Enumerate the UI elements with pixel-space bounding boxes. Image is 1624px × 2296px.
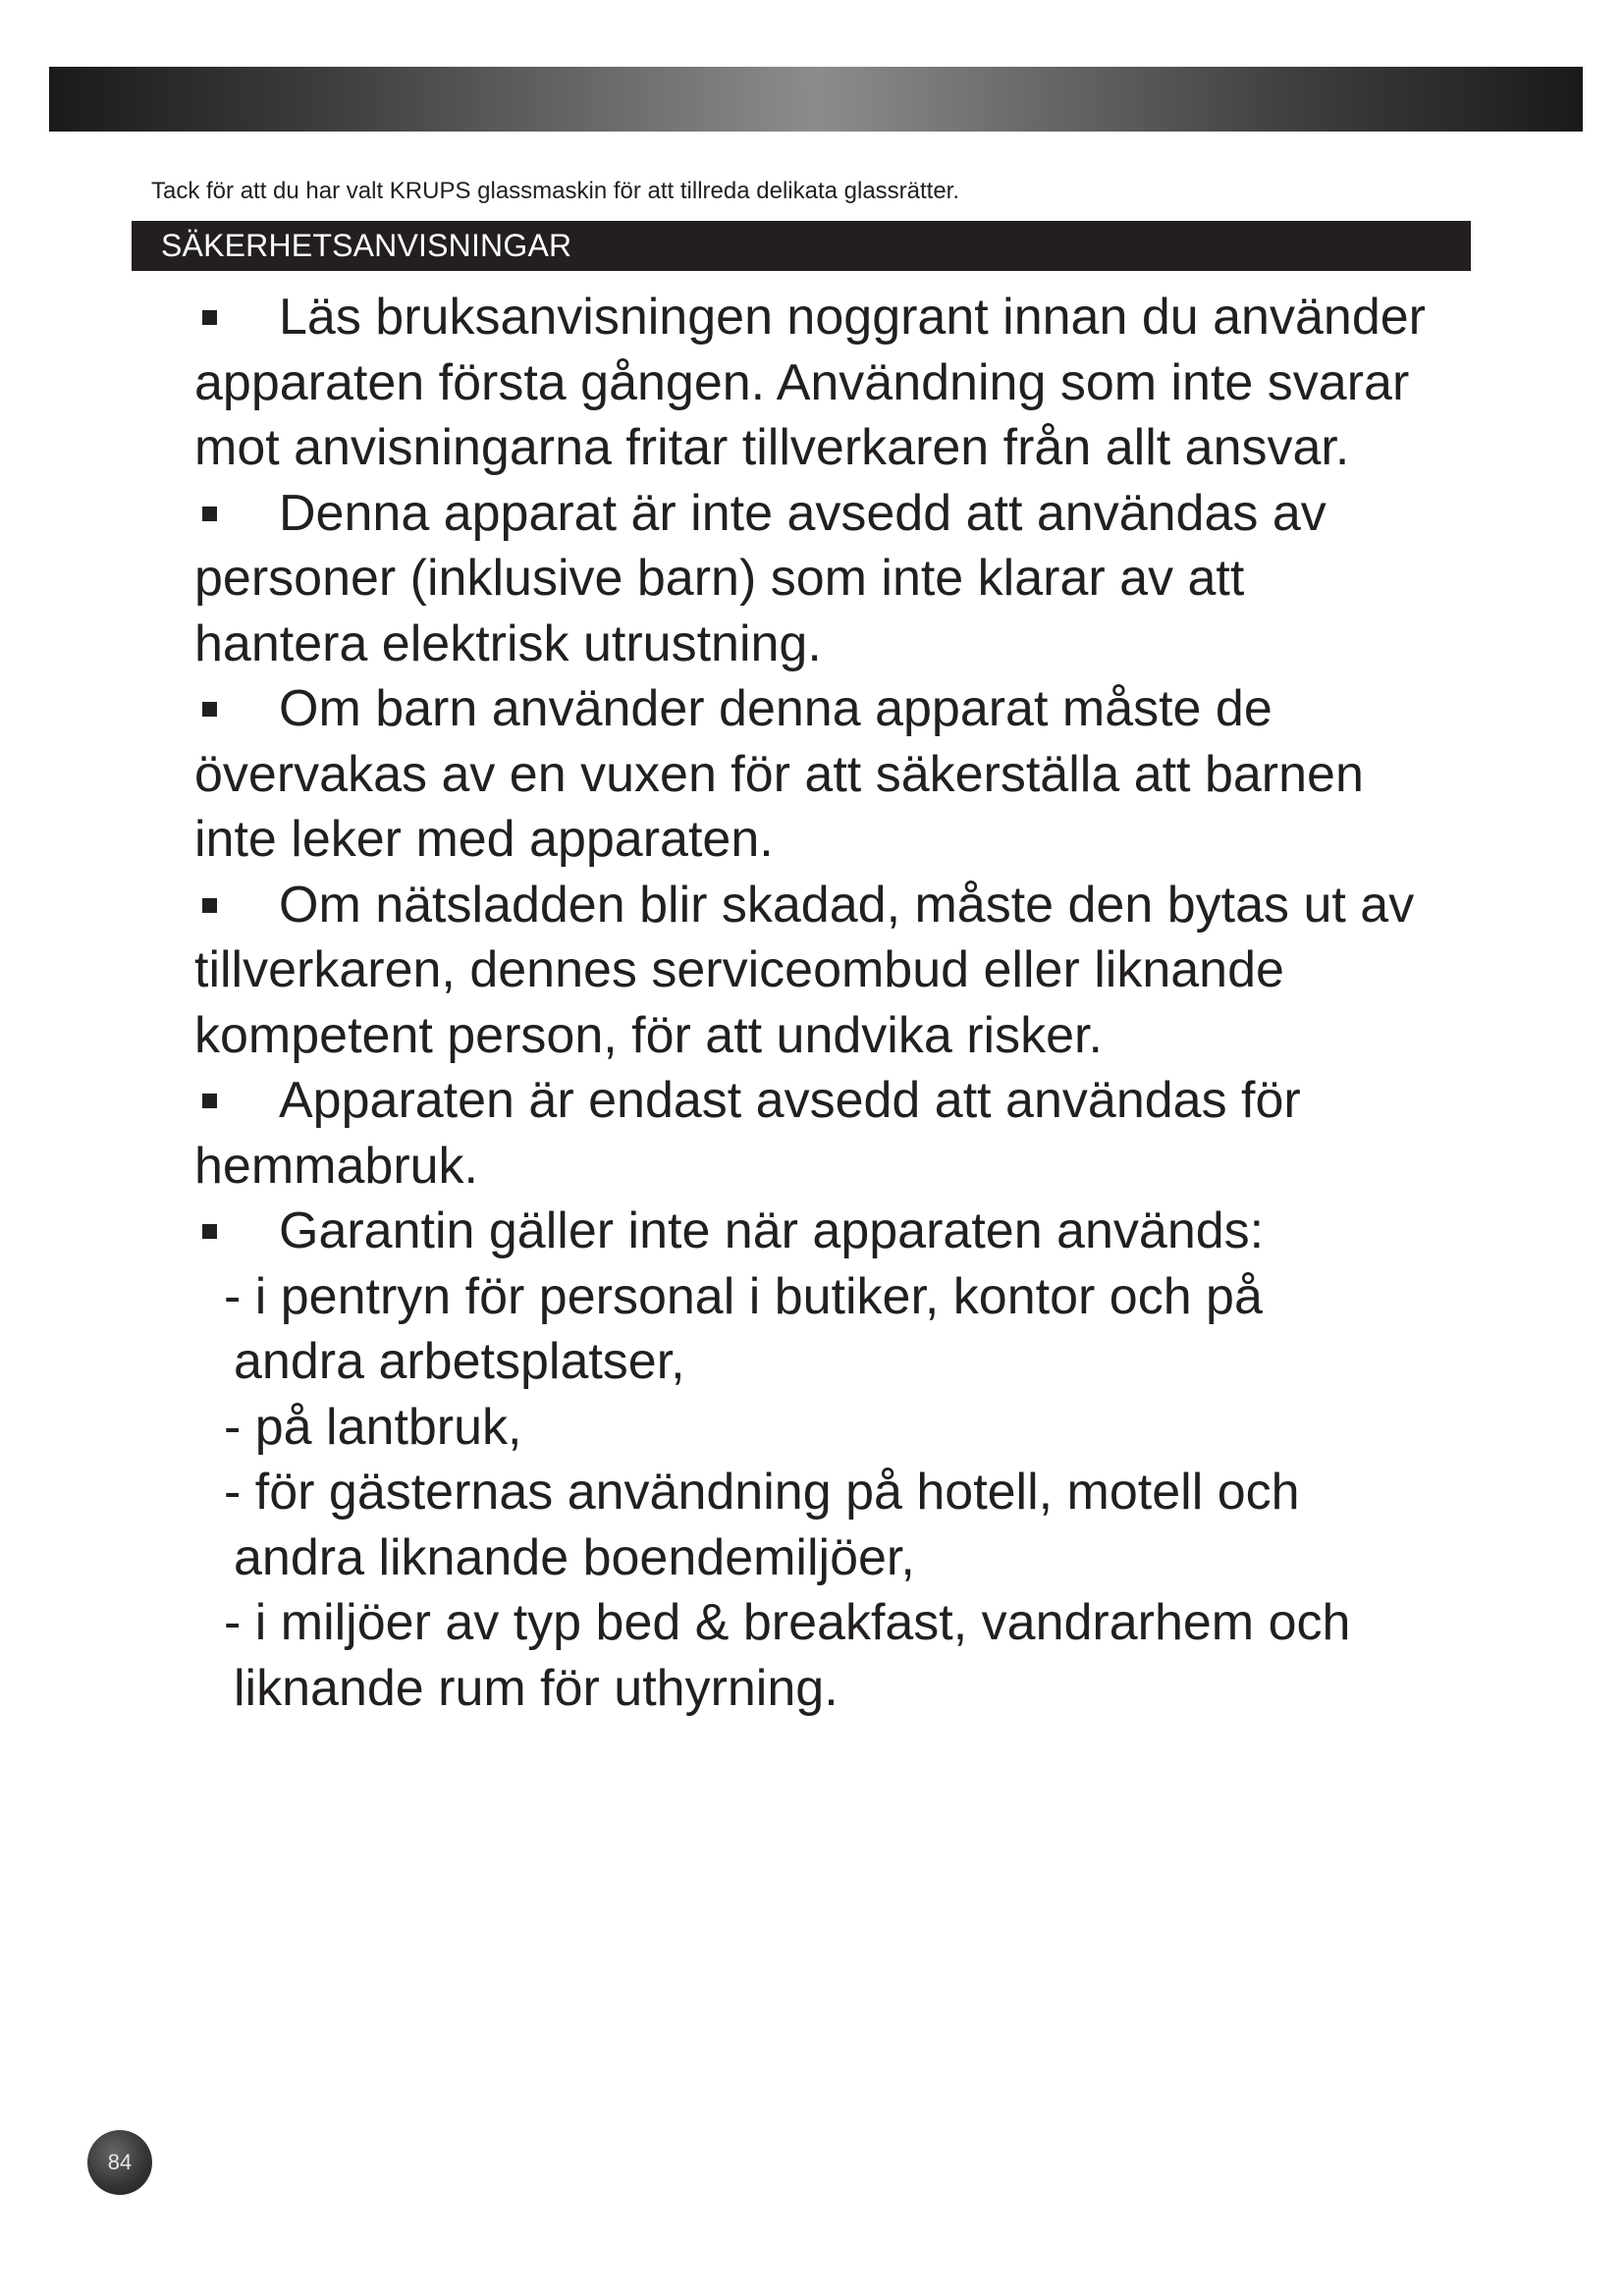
instruction-item [194, 481, 1549, 677]
instruction-line: kompetent person, för att undvika risker. [194, 1006, 1103, 1064]
instruction-item [194, 873, 1549, 1069]
square-bullet-icon [202, 1224, 217, 1239]
instruction-line: Apparaten är endast avsedd att användas för [279, 1072, 1301, 1129]
exclusion-line: - i pentryn för personal i butiker, kontor och på [224, 1267, 1263, 1325]
instruction-item [194, 676, 1549, 873]
instruction-line: mot anvisningarna fritar tillverkaren från allt ansvar. [194, 419, 1350, 476]
exclusion-line: andra arbetsplatser, [234, 1333, 685, 1390]
square-bullet-icon [202, 1094, 217, 1108]
exclusion-item [194, 1460, 1549, 1590]
section-header [132, 221, 1471, 271]
instruction-line: hemmabruk. [194, 1137, 478, 1195]
safety-instructions [194, 285, 1549, 1721]
exclusion-line: - i miljöer av typ bed & breakfast, vandrarhem och [224, 1594, 1351, 1651]
instruction-line: tillverkaren, dennes serviceombud eller liknande [194, 941, 1284, 998]
instruction-item [194, 1199, 1549, 1264]
instruction-line: Om barn använder denna apparat måste de [279, 680, 1272, 737]
intro-text: Tack för att du har valt KRUPS glassmaskin för att tillreda delikata glassrätter. [151, 178, 960, 204]
square-bullet-icon [202, 702, 217, 717]
instruction-line: hantera elektrisk utrustning. [194, 614, 822, 672]
exclusion-line: - för gästernas användning på hotell, motell och [224, 1464, 1300, 1521]
exclusion-line: - på lantbruk, [224, 1398, 522, 1456]
instruction-line: inte leker med apparaten. [194, 811, 774, 868]
instruction-line: Garantin gäller inte när apparaten används: [279, 1202, 1265, 1259]
instruction-line: Om nätsladden blir skadad, måste den bytas ut av [279, 876, 1415, 934]
instruction-line: övervakas av en vuxen för att säkerställa att barnen [194, 745, 1364, 803]
exclusion-item [194, 1264, 1549, 1395]
section-title: SÄKERHETSANVISNINGAR [161, 228, 572, 263]
header-bar [49, 67, 1583, 132]
instruction-item [194, 285, 1549, 481]
exclusion-line: andra liknande boendemiljöer, [234, 1528, 915, 1586]
exclusion-line: liknande rum för uthyrning. [234, 1659, 839, 1717]
instruction-line: personer (inklusive barn) som inte klarar av att [194, 550, 1245, 607]
square-bullet-icon [202, 507, 217, 521]
exclusion-item [194, 1395, 1549, 1461]
instruction-item [194, 1068, 1549, 1199]
page-number: 84 [87, 2130, 152, 2195]
square-bullet-icon [202, 310, 217, 325]
instruction-line: Denna apparat är inte avsedd att användas av [279, 484, 1326, 542]
instruction-line: Läs bruksanvisningen noggrant innan du använder [279, 289, 1426, 346]
instruction-line: apparaten första gången. Användning som inte svarar [194, 353, 1410, 411]
exclusion-item [194, 1590, 1549, 1721]
square-bullet-icon [202, 898, 217, 913]
